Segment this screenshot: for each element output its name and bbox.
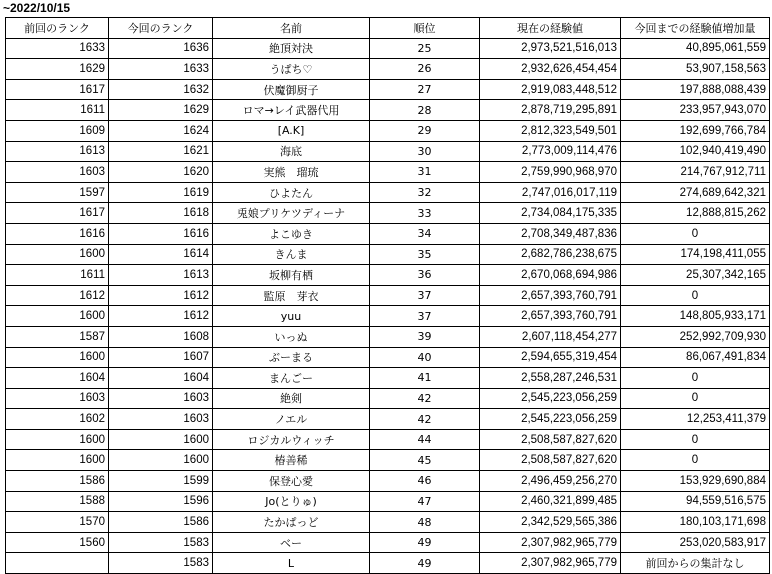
table-row <box>6 471 770 492</box>
table-row <box>6 491 770 512</box>
cell-name[interactable]: たかぱっど <box>213 512 370 533</box>
cell-current-rank[interactable]: 1583 <box>109 553 213 574</box>
cell-position[interactable]: 42 <box>370 409 480 430</box>
cell-position[interactable]: 47 <box>370 491 480 512</box>
cell-previous-rank[interactable]: 1609 <box>6 120 109 141</box>
cell-exp-increase[interactable]: 148,805,933,171 <box>621 306 770 327</box>
cell-current-exp[interactable]: 2,496,459,256,270 <box>480 471 621 492</box>
cell-current-rank[interactable]: 1599 <box>109 471 213 492</box>
cell-exp-increase[interactable]: 12,888,815,262 <box>621 203 770 224</box>
cell-position[interactable]: 27 <box>370 79 480 100</box>
cell-previous-rank[interactable]: 1602 <box>6 409 109 430</box>
cell-current-exp[interactable]: 2,558,287,246,531 <box>480 368 621 389</box>
cell-name[interactable]: Jo(とりゅ) <box>213 491 370 512</box>
cell-previous-rank[interactable]: 1600 <box>6 429 109 450</box>
cell-position[interactable]: 40 <box>370 347 480 368</box>
cell-previous-rank[interactable]: 1617 <box>6 203 109 224</box>
table-row <box>6 244 770 265</box>
table-row <box>6 532 770 553</box>
cell-previous-rank[interactable]: 1588 <box>6 491 109 512</box>
cell-name[interactable]: ひよたん <box>213 182 370 203</box>
cell-current-exp[interactable]: 2,657,393,760,791 <box>480 285 621 306</box>
cell-position[interactable]: 49 <box>370 553 480 574</box>
cell-previous-rank[interactable]: 1612 <box>6 285 109 306</box>
cell-current-exp[interactable]: 2,594,655,319,454 <box>480 347 621 368</box>
cell-current-exp[interactable]: 2,307,982,965,779 <box>480 553 621 574</box>
table-row <box>6 223 770 244</box>
cell-current-exp[interactable]: 2,657,393,760,791 <box>480 306 621 327</box>
cell-position[interactable]: 30 <box>370 141 480 162</box>
cell-exp-increase[interactable]: 233,957,943,070 <box>621 100 770 121</box>
cell-position[interactable]: 49 <box>370 532 480 553</box>
cell-current-rank[interactable]: 1600 <box>109 450 213 471</box>
cell-name[interactable]: 伏魔御厨子 <box>213 79 370 100</box>
table-row <box>6 203 770 224</box>
table-body <box>6 38 770 573</box>
cell-position[interactable]: 36 <box>370 265 480 286</box>
cell-exp-increase[interactable]: 40,895,061,559 <box>621 38 770 59</box>
cell-current-exp[interactable]: 2,545,223,056,259 <box>480 388 621 409</box>
cell-previous-rank[interactable]: 1597 <box>6 182 109 203</box>
header-previous-rank[interactable]: 前回のランク <box>6 18 109 39</box>
cell-position[interactable]: 45 <box>370 450 480 471</box>
cell-position[interactable]: 39 <box>370 326 480 347</box>
cell-exp-increase[interactable]: 12,253,411,379 <box>621 409 770 430</box>
cell-previous-rank[interactable]: 1603 <box>6 162 109 183</box>
header-current-exp[interactable]: 現在の経験値 <box>480 18 621 39</box>
table-row <box>6 429 770 450</box>
cell-current-exp[interactable]: 2,508,587,827,620 <box>480 450 621 471</box>
cell-current-exp[interactable]: 2,342,529,565,386 <box>480 512 621 533</box>
cell-previous-rank[interactable]: 1600 <box>6 450 109 471</box>
cell-exp-increase[interactable]: 197,888,088,439 <box>621 79 770 100</box>
cell-exp-increase[interactable]: 0 <box>621 450 770 471</box>
table-row <box>6 347 770 368</box>
cell-previous-rank[interactable]: 1633 <box>6 38 109 59</box>
cell-name[interactable]: yuu <box>213 306 370 327</box>
cell-current-rank[interactable]: 1624 <box>109 120 213 141</box>
cell-name[interactable]: まんごー <box>213 368 370 389</box>
cell-name[interactable]: ぶーまる <box>213 347 370 368</box>
cell-current-exp[interactable]: 2,932,626,454,454 <box>480 59 621 80</box>
date-label: ~2022/10/15 <box>3 1 71 15</box>
cell-exp-increase[interactable]: 153,929,690,884 <box>621 471 770 492</box>
table-row <box>6 265 770 286</box>
cell-name[interactable]: 兎娘プリケツディーナ <box>213 203 370 224</box>
cell-current-rank[interactable]: 1629 <box>109 100 213 121</box>
header-exp-increase[interactable]: 今回までの経験値増加量 <box>621 18 770 39</box>
cell-exp-increase[interactable]: 0 <box>621 368 770 389</box>
cell-exp-increase[interactable]: 274,689,642,321 <box>621 182 770 203</box>
cell-name[interactable]: L <box>213 553 370 574</box>
cell-current-rank[interactable]: 1586 <box>109 512 213 533</box>
cell-name[interactable]: 絶頂対決 <box>213 38 370 59</box>
cell-position[interactable]: 32 <box>370 182 480 203</box>
table-row <box>6 100 770 121</box>
table-row <box>6 162 770 183</box>
cell-previous-rank[interactable]: 1560 <box>6 532 109 553</box>
cell-exp-increase[interactable]: 180,103,171,698 <box>621 512 770 533</box>
cell-current-exp[interactable]: 2,682,786,238,675 <box>480 244 621 265</box>
cell-name[interactable]: うぱち♡ <box>213 59 370 80</box>
cell-previous-rank[interactable]: 1613 <box>6 141 109 162</box>
cell-previous-rank[interactable]: 1586 <box>6 471 109 492</box>
header-position[interactable]: 順位 <box>370 18 480 39</box>
cell-previous-rank[interactable]: 1600 <box>6 347 109 368</box>
table-row <box>6 512 770 533</box>
cell-name[interactable]: 監原 芽衣 <box>213 285 370 306</box>
cell-current-rank[interactable]: 1619 <box>109 182 213 203</box>
cell-exp-increase[interactable]: 0 <box>621 429 770 450</box>
cell-current-rank[interactable]: 1636 <box>109 38 213 59</box>
cell-previous-rank[interactable]: 1600 <box>6 306 109 327</box>
cell-current-rank[interactable]: 1603 <box>109 409 213 430</box>
cell-position[interactable]: 48 <box>370 512 480 533</box>
cell-previous-rank[interactable]: 1570 <box>6 512 109 533</box>
cell-name[interactable]: 実熊 瑠琉 <box>213 162 370 183</box>
cell-position[interactable]: 37 <box>370 285 480 306</box>
cell-exp-increase[interactable]: 53,907,158,563 <box>621 59 770 80</box>
cell-name[interactable]: 坂柳有栖 <box>213 265 370 286</box>
cell-current-rank[interactable]: 1620 <box>109 162 213 183</box>
cell-position[interactable]: 37 <box>370 306 480 327</box>
cell-name[interactable]: きんま <box>213 244 370 265</box>
table-row <box>6 409 770 430</box>
cell-current-rank[interactable]: 1621 <box>109 141 213 162</box>
cell-current-exp[interactable]: 2,973,521,516,013 <box>480 38 621 59</box>
cell-previous-rank[interactable]: 1603 <box>6 388 109 409</box>
cell-exp-increase[interactable]: 0 <box>621 285 770 306</box>
table-row <box>6 326 770 347</box>
cell-current-exp[interactable]: 2,307,982,965,779 <box>480 532 621 553</box>
cell-exp-increase[interactable]: 102,940,419,490 <box>621 141 770 162</box>
cell-current-exp[interactable]: 2,607,118,454,277 <box>480 326 621 347</box>
cell-name[interactable]: 椿善稀 <box>213 450 370 471</box>
cell-position[interactable]: 44 <box>370 429 480 450</box>
cell-position[interactable]: 41 <box>370 368 480 389</box>
cell-position[interactable]: 33 <box>370 203 480 224</box>
cell-name[interactable]: いっぬ <box>213 326 370 347</box>
cell-current-exp[interactable]: 2,545,223,056,259 <box>480 409 621 430</box>
cell-name[interactable]: ロマ→レイ武器代用 <box>213 100 370 121</box>
cell-current-rank[interactable]: 1600 <box>109 429 213 450</box>
table-row <box>6 141 770 162</box>
cell-current-rank[interactable]: 1618 <box>109 203 213 224</box>
cell-previous-rank[interactable] <box>6 553 109 574</box>
cell-previous-rank[interactable]: 1617 <box>6 79 109 100</box>
cell-exp-increase[interactable]: 252,992,709,930 <box>621 326 770 347</box>
table-row <box>6 285 770 306</box>
cell-current-exp[interactable]: 2,773,009,114,476 <box>480 141 621 162</box>
cell-current-exp[interactable]: 2,919,083,448,512 <box>480 79 621 100</box>
table-row <box>6 368 770 389</box>
cell-position[interactable]: 28 <box>370 100 480 121</box>
cell-current-exp[interactable]: 2,508,587,827,620 <box>480 429 621 450</box>
cell-exp-increase[interactable]: 253,020,583,917 <box>621 532 770 553</box>
cell-exp-increase[interactable]: 86,067,491,834 <box>621 347 770 368</box>
cell-position[interactable]: 35 <box>370 244 480 265</box>
cell-current-rank[interactable]: 1616 <box>109 223 213 244</box>
header-current-rank[interactable]: 今回のランク <box>109 18 213 39</box>
cell-name[interactable]: よこゆき <box>213 223 370 244</box>
cell-previous-rank[interactable]: 1587 <box>6 326 109 347</box>
cell-exp-increase[interactable]: 214,767,912,711 <box>621 162 770 183</box>
table-row <box>6 450 770 471</box>
cell-name[interactable]: [A.K] <box>213 120 370 141</box>
cell-current-rank[interactable]: 1583 <box>109 532 213 553</box>
cell-name[interactable]: 海底 <box>213 141 370 162</box>
table-row <box>6 59 770 80</box>
cell-current-exp[interactable]: 2,747,016,017,119 <box>480 182 621 203</box>
cell-position[interactable]: 26 <box>370 59 480 80</box>
cell-current-rank[interactable]: 1614 <box>109 244 213 265</box>
cell-current-exp[interactable]: 2,460,321,899,485 <box>480 491 621 512</box>
cell-previous-rank[interactable]: 1616 <box>6 223 109 244</box>
cell-current-rank[interactable]: 1608 <box>109 326 213 347</box>
table-row <box>6 182 770 203</box>
table-row <box>6 79 770 100</box>
cell-exp-increase[interactable]: 前回からの集計なし <box>621 553 770 574</box>
table-row <box>6 388 770 409</box>
cell-current-exp[interactable]: 2,670,068,694,986 <box>480 265 621 286</box>
cell-current-exp[interactable]: 2,759,990,968,970 <box>480 162 621 183</box>
table-row <box>6 306 770 327</box>
cell-position[interactable]: 29 <box>370 120 480 141</box>
cell-position[interactable]: 25 <box>370 38 480 59</box>
cell-current-rank[interactable]: 1612 <box>109 306 213 327</box>
cell-current-rank[interactable]: 1604 <box>109 368 213 389</box>
cell-current-rank[interactable]: 1603 <box>109 388 213 409</box>
table-row <box>6 120 770 141</box>
cell-position[interactable]: 46 <box>370 471 480 492</box>
cell-exp-increase[interactable]: 25,307,342,165 <box>621 265 770 286</box>
cell-name[interactable]: 絶剣 <box>213 388 370 409</box>
cell-name[interactable]: ロジカルウィッチ <box>213 429 370 450</box>
cell-exp-increase[interactable]: 174,198,411,055 <box>621 244 770 265</box>
cell-current-exp[interactable]: 2,878,719,295,891 <box>480 100 621 121</box>
cell-exp-increase[interactable]: 0 <box>621 223 770 244</box>
cell-position[interactable]: 42 <box>370 388 480 409</box>
cell-name[interactable]: ノエル <box>213 409 370 430</box>
cell-position[interactable]: 34 <box>370 223 480 244</box>
cell-exp-increase[interactable]: 192,699,766,784 <box>621 120 770 141</box>
cell-current-exp[interactable]: 2,708,349,487,836 <box>480 223 621 244</box>
table-row <box>6 38 770 59</box>
cell-current-rank[interactable]: 1633 <box>109 59 213 80</box>
cell-current-rank[interactable]: 1607 <box>109 347 213 368</box>
header-row <box>6 18 770 39</box>
cell-current-rank[interactable]: 1596 <box>109 491 213 512</box>
cell-previous-rank[interactable]: 1604 <box>6 368 109 389</box>
cell-previous-rank[interactable]: 1611 <box>6 265 109 286</box>
cell-previous-rank[interactable]: 1611 <box>6 100 109 121</box>
cell-name[interactable]: ベー <box>213 532 370 553</box>
header-name[interactable]: 名前 <box>213 18 370 39</box>
cell-current-rank[interactable]: 1632 <box>109 79 213 100</box>
table-row <box>6 553 770 574</box>
cell-current-exp[interactable]: 2,734,084,175,335 <box>480 203 621 224</box>
cell-exp-increase[interactable]: 94,559,516,575 <box>621 491 770 512</box>
cell-name[interactable]: 保登心愛 <box>213 471 370 492</box>
cell-previous-rank[interactable]: 1629 <box>6 59 109 80</box>
cell-current-rank[interactable]: 1613 <box>109 265 213 286</box>
cell-position[interactable]: 31 <box>370 162 480 183</box>
cell-previous-rank[interactable]: 1600 <box>6 244 109 265</box>
ranking-table <box>5 17 770 574</box>
cell-current-rank[interactable]: 1612 <box>109 285 213 306</box>
cell-exp-increase[interactable]: 0 <box>621 388 770 409</box>
cell-current-exp[interactable]: 2,812,323,549,501 <box>480 120 621 141</box>
